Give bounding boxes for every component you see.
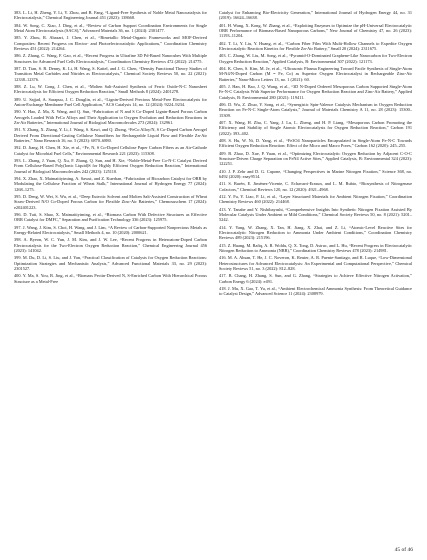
reference-entry: 402. T. Li, Y. Liu, Y. Huang, et al., “Carbon Fiber Film With Multi-Hollow Channels to Expedite Oxygen Electrocatalytic Reaction Kinetics for Flexible Zn-Air Battery,” Small 20 (2024): 2311675.: [219, 40, 412, 51]
reference-entry: 397. J. Wang, J. Kim, S. Choi, H. Wang, and J. Lim, “A Review of Carbon-Supported Nonprecious Metals as Energy-Related Electrocatalysts,” Small Methods 4, no. 10 (2020): 2000621.: [14, 224, 207, 235]
reference-entry: 395. D. Deng, W. Wei, S. Wu, et al., “Deep Eutectic Solvent and Molten Salt-Assisted Construction of Wheat Straw-Derived N/O Co-Doped Porous Carbon for Flexible Zinc-Air Batteries,” Chemosuschem 17 (2024): e202401223.: [14, 194, 207, 210]
reference-page: [14, 10, 413, 542]
reference-entry: 410. J. P. Zehr and D. G. Capone, “Changing Perspectives in Marine Nitrogen Fixation,” Science 368, no. 6492 (2020): eaay9514.: [219, 168, 412, 179]
reference-entry: 399. M. Du, D. Li, S. Liu, and J. Yan, “Practical Classification of Catalysts for Oxygen Reduction Reactions: Optimization Strategies and Mechanistic Analysis,” Advanced Functional Materials 33, no. 29 (2023): 2301527.: [14, 255, 207, 271]
reference-entry: 407. X. Wang, H. Zhu, C. Yang, J. Lu, L. Zheng, and H. P. Liang, “Mesoporous Carbon Promoting the Efficiency and Stability of Single Atomic Electrocatalysts for Oxygen Reduction Reaction,” Carbon 191 (2022): 393–402.: [219, 120, 412, 136]
reference-entry: 418. J. Mu, X. Gao, T. Yu, et al., “Ambient Electrochemical Ammonia Synthesis: From Theoretical Guidance to Catalyst Design,” Advanced Science 11 (2024): 2308979.: [219, 286, 412, 297]
reference-entry: 389. U. Sajjad, A. Sarapuu, J. C. Douglin, et al., “Lignin-Derived Precious Metal-Free Electrocatalysts for Anion-Exchange Membrane Fuel Cell Application,” ACS Catalysis 14, no. 12 (2024): 9224–9234.: [14, 96, 207, 108]
reference-entry: 385. Y. Zhou, R. Abazari, J. Chen, et al., “Bimetallic Metal-Organic Frameworks and MOF-Derived Composites: Recent Progress on Electro- and Photoelectrocatalytic Applications,” Coordination Chemistry Reviews 451 (2022): 214264.: [14, 35, 207, 51]
reference-entry: 416. M. A. Ahsan, T. He, J. C. Noveron, K. Reuter, A. R. Puente-Santiago, and R. Luque, “Low-Dimensional Heterostructures for Advanced Electrocatalysis: An Experimental and Computational Perspective,” Chemical Society Reviews 51, no. 3 (2022): 812–828.: [219, 255, 412, 271]
reference-entry: 405. J. Han, H. Bao, J. Q. Wang, et al., “3D N-Doped Ordered Mesoporous Carbon Supported Single-Atom Fe-N-C Catalysts With Superior Performance for Oxygen Reduction Reaction and Zinc-Air Battery,” Applied Catalysis, B: Environmental 280 (2021): 119411.: [219, 84, 412, 100]
references-right-column: [219, 10, 412, 542]
reference-entry: 384. W. Song, C. Xiao, J. Ding, et al., “Review of Carbon Support Coordination Environments for Single Metal Atom Electrocatalysts (SACS),” Advanced Materials 36, no. 1 (2024): 2301477.: [14, 22, 207, 33]
reference-entry: 388. Z. Lu, W. Gong, J. Chen, et al., “Molten Salt-Assisted Synthesis of Ferric Oxide-N-C Nanosheet Electrocatalysts for Efficient Oxygen Reduction Reaction,” Small Methods 8 (2024): 2401278.: [14, 84, 207, 95]
reference-entry: 396. D. Tuti, S. Shao, X. Maimaitiyiming, et al., “Biomass Carbon With Defective Structures as Effective ORR Catalyst for DMFC,” Separation and Purification Technology 336 (2023): 125975.: [14, 212, 207, 223]
reference-entry: 412. Y. Fu, Y. Liao, P. Li, et al., “Layer Structured Materials for Ambient Nitrogen Fixation,” Coordination Chemistry Reviews 460 (2022): 214468.: [219, 194, 412, 205]
reference-entry: 391. Y. Zhang, X. Zhang, Y. Li, J. Wang, S. Kawi, and Q. Zhong, “FeCo Alloy/N, S Co-Doped Carbon Aerogel Derived From Directional-Casting Cellulose Nanofibers for Rechargeable Liquid Flow and Flexible Zn-Air Batteries,” Nano Research 16, no. 5 (2023): 6870–6880.: [14, 127, 207, 143]
reference-entry: 414. Y. Yang, W. Zhang, X. Tan, H. Jiang, X. Zhai, and Z. Li, “Atomic-Level Reactive Sites for Electrocatalytic Nitrogen Reduction to Ammonia Under Ambient Conditions,” Coordination Chemistry Reviews 489 (2023): 215196.: [219, 224, 412, 241]
reference-entry: 409. B. Zhao, D. Xue, P. Yuan, et al., “Optimizing Electrocatalytic Oxygen Reduction by Adjacent C-O-C Structure-Driven Charge Separation on FeN4 Active Sites,” Applied Catalysis, B: Environmental 324 (2023): 122251.: [219, 150, 412, 167]
reference-entry: 413. Y. Tanabe and Y. Nishibayashi, “Comprehensive Insights Into Synthetic Nitrogen Fixation Assisted By Molecular Catalysts Under Ambient or Mild Conditions,” Chemical Society Reviews 50, no. 8 (2021): 5201–5242.: [219, 206, 412, 223]
reference-entry: 408. S. Hu, W. Ni, D. Yang, et al., “Fe3O4 Nanoparticles Encapsulated in Single-Atom Fe-N-C Towards Efficient Oxygen Reduction Reaction: Effect of the Micro and Macro Pores,” Carbon 162 (2020): 245–255.: [219, 137, 412, 149]
reference-entry: 393. L. Zhang, J. Yuan, Q. Xu, F. Zhang, Q. Sun, and H. Xie, “Noble-Metal-Free Co-N-C Catalyst Derived From Cellulose-Based Poly(Ionic Liquid)S for Highly Efficient Oxygen Reduction Reaction,” International Journal of Biological Macromolecules 242 (2023): 125110.: [14, 158, 207, 174]
reference-entry: Catalyst for Enhancing Bio-Electricity Generation,” International Journal of Hydrogen Energy 44, no. 31 (2019): 16624–16638.: [219, 10, 412, 21]
references-left-column: [14, 10, 207, 542]
reference-entry: 411. S. Burén, E. Jiménez-Vicente, C. Echavarri-Erasun, and L. M. Rubio, “Biosynthesis of Nitrogenase Cofactors,” Chemical Reviews 120, no. 12 (2020): 4921–4968.: [219, 181, 412, 192]
reference-entry: 400. Y. Ma, S. You, B. Jing, et al., “Biomass Pectin-Derived N, S-Enriched Carbon With Hierarchical Porous Structure as a Metal-Free: [14, 273, 207, 284]
reference-entry: 403. C. Zhang, W. Liu, M. Song, et al., “Pyramid-O-Dominated Graphene-Like Nanocarbon for Two-Electron Oxygen Reduction Reaction,” Applied Catalysis, B: Environmental 307 (2022): 121173.: [219, 53, 412, 64]
reference-entry: 390. Y. Hao, Z. Ma, X. Wang, and Q. Sun, “Fabrication of N and S Co-Doped Lignin-Based Porous Carbon Aerogels Loaded With FeCo Alloys and Their Application to Oxygen Evolution and Reduction Reactions in Zn-Air Batteries,” International Journal of Biological Macromolecules 273 (2024): 132961.: [14, 109, 207, 125]
reference-entry: 401. H. Wang, X. Kong, W. Zhang, et al., “Exploiting Enzymes to Optimize the pH-Universal Electrocatalytic ORR Performance of Biomass-Based Nanoporous Carbons,” New Journal of Chemistry 47, no. 26 (2023): 11193–11204.: [219, 22, 412, 39]
reference-entry: 387. D. Tian, S. R. Denny, K. Li, H. Wang, S. Kattel, and J. G. Chen, “Density Functional Theory Studies of Transition Metal Carbides and Nitrides as Electrocatalysts,” Chemical Society Reviews 50, no. 22 (2021): 12338–12376.: [14, 66, 207, 82]
reference-entry: 392. D. Jiang, H. Chen, H. Xie, et al., “Fe, N, S Co-Doped Cellulose Paper Carbon Fibers as an Air-Cathode Catalyst for Microbial Fuel Cells,” Environmental Research 221 (2023): 115308.: [14, 145, 207, 156]
reference-entry: 383. L. Li, H. Zheng, Y. Li, Y. Zhou, and B. Fang, “Ligand-Free Synthesis of Noble Metal Nanocatalysts for Electrocatalysis,” Chemical Engineering Journal 451 (2023): 138668.: [14, 10, 207, 21]
reference-entry: 406. D. Wu, Z. Zhuo, Y. Song, et al., “Synergistic Spin-Valence Catalysis Mechanism in Oxygen Reduction Reaction on Fe-N-C Single-Atom Catalysts,” Journal of Materials Chemistry A 11, no. 28 (2023): 15300–15309.: [219, 102, 412, 118]
reference-entry: 398. A. Byeon, W. C. Yun, J. M. Kim, and J. W. Lee, “Recent Progress in Heteroatom-Doped Carbon Electrocatalysts for the Two-Electron Oxygen Reduction Reaction,” Chemical Engineering Journal 456 (2023): 141042.: [14, 237, 207, 253]
reference-entry: 417. B. Chang, H. Zhang, S. Sun, and G. Zhang, “Strategies to Achieve Effective Nitrogen Activation,” Carbon Energy 6 (2024): e491.: [219, 273, 412, 284]
reference-entry: 404. K. Chen, S. Kim, M. Je, et al., “Ultrasonic Plasma Engineering Toward Facile Synthesis of Single-Atom M-N4/N-Doped Carbon (M = Fe, Co) as Superior Oxygen Electrocatalyst in Rechargeable Zinc-Air Batteries,” Nano-Micro Letters 13, no. 1 (2021): 60.: [219, 66, 412, 82]
reference-entry: 394. X. Zhao, X. Maimaitiyiming, A. Sawut, and Z. Kuerban, “Fabrication of Biocarbon Catalyst for ORR by Modulating the Cellulose Fraction of Wheat Stalk,” International Journal of Hydrogen Energy 77 (2024): 1268–1275.: [14, 176, 207, 192]
reference-entry: 415. Z. Huang, M. Rafiq, A. R. Woldu, Q. X. Tong, D. Astruc, and L. Hu, “Recent Progress in Electrocatalytic Nitrogen Reduction to Ammonia (NRR),” Coordination Chemistry Reviews 478 (2023): 214981.: [219, 242, 412, 253]
page-number: 45 of 46: [394, 547, 413, 553]
reference-entry: 386. Z. Zhang, C. Wang, F. Gao, et al., “Recent Progress in Ultrafine 3D Pd-Based Nanocubes With Multiple Structures for Advanced Fuel Cells Electrocatalysis,” Coordination Chemistry Reviews 472 (2022): 214775.: [14, 53, 207, 64]
